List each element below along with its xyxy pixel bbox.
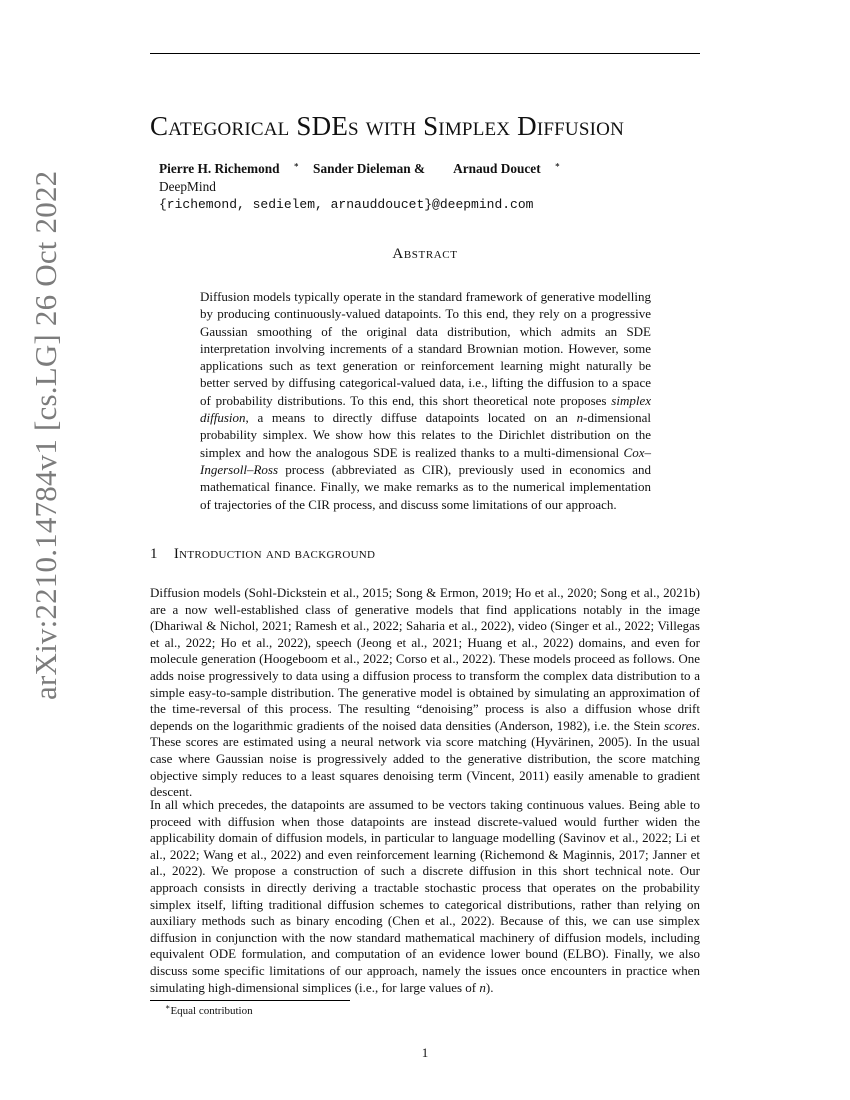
top-rule: [150, 53, 700, 54]
author-2-name: Sander Dieleman &: [313, 161, 426, 176]
author-names: [159, 160, 719, 178]
section-heading-introduction: [150, 546, 375, 563]
section-title: Introduction and background: [173, 546, 376, 562]
author-2: [313, 161, 439, 176]
author-3: [453, 161, 560, 176]
abstract-heading: Abstract: [392, 246, 458, 262]
footnote-text: Equal contribution: [170, 1005, 253, 1017]
author-1: [159, 161, 299, 176]
author-1-mark: ∗: [293, 160, 300, 170]
author-3-name: Arnaud Doucet: [453, 161, 541, 176]
emphasis-scores: scores: [664, 717, 697, 733]
footnote-mark: ∗: [165, 1002, 171, 1012]
abstract-emphasis-simplex-diffusion: simplex diffusion: [200, 392, 651, 426]
author-emails: {richemond, sedielem, arnauddoucet}@deepmind.com: [159, 197, 534, 212]
affiliation: DeepMind: [159, 179, 216, 194]
body-paragraph-2: In all which precedes, the datapoints are assumed to be vectors taking continuous values. Being able to proceed with diffusion when those datapoints are instead discrete-valued would further widen the applicability domain of diffusion models, in particular to language modelling (Savinov et al., 2022; Li et al., 2022; Wang et al., 2022) and even reinforcement learning (Richemond & Maginnis, 2017; Janner et al., 2022). We propose a construction of such a discrete diffusion in this short technical note. Our approach consists in directly deriving a tractable stochastic process that operates on the probability simplex itself, lifting traditional diffusion schemes to categorical distributions, rather than relying on auxiliary methods such as binary encoding (Chen et al., 2022). Because of this, we can use simplex diffusion in conjunction with the now standard mathematical machinery of diffusion models, including equivalent ODE formulation, and computation of an evidence lower bound (ELBO). Finally, we also discuss some specific limitations of our approach, namely the issues once encounters in practice when simulating high-dimensional simplices (i.e., for large values of n).: [150, 797, 700, 995]
arxiv-id[interactable]: arXiv:2210.14784v1 [cs.LG] 26 Oct 2022: [28, 170, 63, 700]
page-number: 1: [421, 1045, 429, 1060]
footnote-rule: [150, 1000, 350, 1001]
section-number: 1: [150, 546, 158, 562]
author-3-mark: ∗: [554, 160, 561, 170]
body-paragraph-1: Diffusion models (Sohl-Dickstein et al., 2015; Song & Ermon, 2019; Ho et al., 2020; Song et al., 2021b) are a now well-established class of generative models that find applications notably in the image (Dhariwal & Nichol, 2021; Ramesh et al., 2022; Saharia et al., 2022), video (Singer et al., 2022; Villegas et al., 2022; Ho et al., 2022), speech (Jeong et al., 2021; Huang et al., 2022) domains, and even for molecule generation (Hoogeboom et al., 2022; Corso et al., 2022). These models proceed as follows. One adds noise progressively to data using a diffusion process to transform the complex data distribution to a simple easy-to-sample distribution. The generative model is obtained by simulating an approximation of the time-reversal of this process. The resulting “denoising” process is also a diffusion whose drift depends on the logarithmic gradients of the noised data densities (Anderson, 1982), i.e. the Stein scores. These scores are estimated using a neural network via score matching (Hyvärinen, 2005). In the usual case where Gaussian noise is progressively added to the generative distribution, the score matching objective simply reduces to a least squares denoising term (Vincent, 2011) easily amenable to gradient descent.: [150, 585, 700, 800]
author-1-name: Pierre H. Richemond: [159, 161, 280, 176]
math-n: n: [479, 979, 486, 995]
abstract-text: Diffusion models typically operate in the standard framework of generative modelling by producing continuously-valued datapoints. To this end, they rely on a progressive Gaussian smoothing of the original data distribution, which admits an SDE interpretation involving increments of a standard Brownian motion. However, some applications such as text generation or reinforcement learning might naturally be better served by diffusing categorical-valued data, i.e., lifting the diffusion to a space of probability distributions. To this end, this short theoretical note proposes simplex diffusion, a means to directly diffuse datapoints located on an n-dimensional probability simplex. We show how this relates to the Dirichlet distribution on the simplex and how the analogous SDE is realized thanks to a multi-dimensional Cox–Ingersoll–Ross process (abbreviated as CIR), previously used in economics and mathematical finance. Finally, we make remarks as to the numerical implementation of trajectories of the CIR process, and discuss some limitations of our approach.: [200, 289, 651, 512]
abstract-emphasis-cir: Cox–Ingersoll–Ross: [200, 444, 651, 477]
author-block: [159, 160, 719, 214]
math-n: n: [576, 410, 584, 426]
paper-title: Categorical SDEs with Simplex Diffusion: [150, 111, 624, 141]
footnote: [165, 1004, 253, 1018]
